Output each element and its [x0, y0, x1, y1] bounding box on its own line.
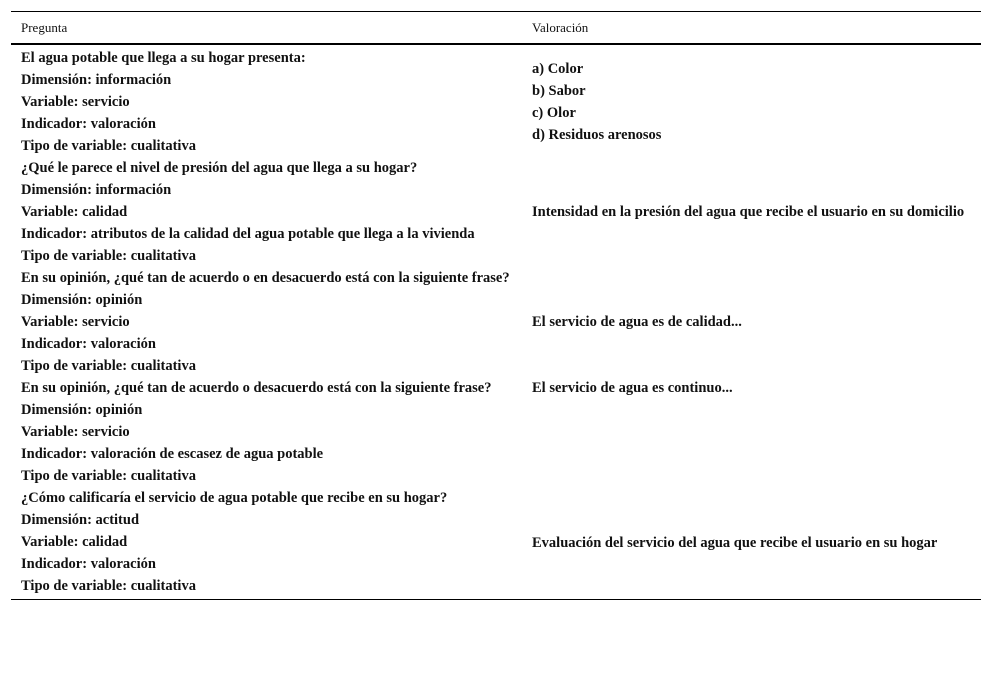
header-valoracion: Valoración: [522, 12, 981, 45]
indicador-text: Indicador: valoración de escasez de agua potable: [21, 446, 324, 462]
question-cell: [11, 267, 522, 377]
variable-text: Variable: servicio: [21, 94, 130, 110]
valoracion-text: Intensidad en la presión del agua que recibe el usuario en su domicilio: [532, 204, 965, 220]
question-text: En su opinión, ¿qué tan de acuerdo o en desacuerdo está con la siguiente frase?: [21, 270, 510, 286]
survey-table: [11, 11, 981, 600]
tipo-text: Tipo de variable: cualitativa: [21, 248, 196, 264]
table-row: [11, 267, 981, 377]
valoracion-text: El servicio de agua es continuo...: [532, 380, 733, 396]
indicador-text: Indicador: valoración: [21, 116, 156, 132]
tipo-text: Tipo de variable: cualitativa: [21, 358, 196, 374]
dimension-text: Dimensión: información: [21, 72, 172, 88]
question-cell: [11, 377, 522, 487]
valoracion-option: d) Residuos arenosos: [532, 127, 662, 143]
valoracion-cell: [522, 487, 981, 600]
valoracion-option: b) Sabor: [532, 83, 586, 99]
dimension-text: Dimensión: opinión: [21, 402, 143, 418]
header-pregunta: Pregunta: [11, 12, 522, 45]
indicador-text: Indicador: atributos de la calidad del agua potable que llega a la vivienda: [21, 226, 475, 242]
question-text: ¿Qué le parece el nivel de presión del agua que llega a su hogar?: [21, 160, 418, 176]
valoracion-text: El servicio de agua es de calidad...: [532, 314, 742, 330]
variable-text: Variable: servicio: [21, 314, 130, 330]
tipo-text: Tipo de variable: cualitativa: [21, 138, 196, 154]
table-row: [11, 377, 981, 487]
valoracion-text: Evaluación del servicio del agua que recibe el usuario en su hogar: [532, 535, 938, 551]
question-cell: [11, 487, 522, 600]
table-row: [11, 487, 981, 600]
tipo-text: Tipo de variable: cualitativa: [21, 578, 196, 594]
question-text: En su opinión, ¿qué tan de acuerdo o desacuerdo está con la siguiente frase?: [21, 380, 492, 396]
valoracion-cell: [522, 157, 981, 267]
table-header-row: [11, 12, 981, 45]
valoracion-cell: [522, 44, 981, 157]
table-row: [11, 44, 981, 157]
variable-text: Variable: calidad: [21, 204, 128, 220]
indicador-text: Indicador: valoración: [21, 556, 156, 572]
question-cell: [11, 44, 522, 157]
question-text: ¿Cómo calificaría el servicio de agua potable que recibe en su hogar?: [21, 490, 448, 506]
table-row: [11, 157, 981, 267]
valoracion-option: c) Olor: [532, 105, 576, 121]
question-text: El agua potable que llega a su hogar presenta:: [21, 50, 306, 66]
dimension-text: Dimensión: información: [21, 182, 172, 198]
valoracion-cell: [522, 267, 981, 377]
valoracion-option: a) Color: [532, 61, 584, 77]
dimension-text: Dimensión: actitud: [21, 512, 140, 528]
survey-table-container: [11, 11, 981, 600]
tipo-text: Tipo de variable: cualitativa: [21, 468, 196, 484]
variable-text: Variable: servicio: [21, 424, 130, 440]
valoracion-cell: [522, 377, 981, 487]
variable-text: Variable: calidad: [21, 534, 128, 550]
indicador-text: Indicador: valoración: [21, 336, 156, 352]
question-cell: [11, 157, 522, 267]
dimension-text: Dimensión: opinión: [21, 292, 143, 308]
